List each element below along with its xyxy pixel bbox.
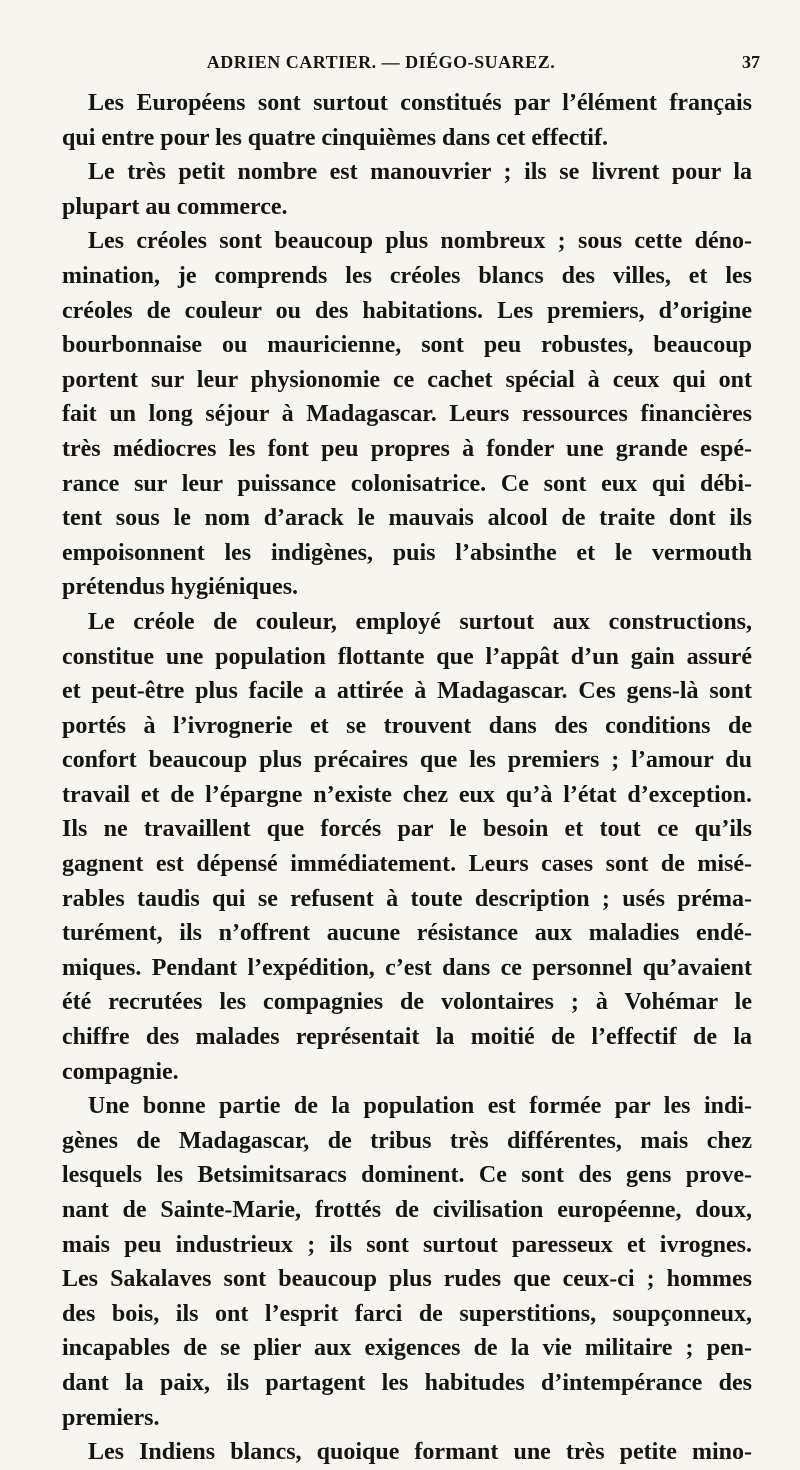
page-body [62, 86, 752, 1470]
text-line: chiffre des malades représentait la moitié de l’effectif de la [62, 1024, 752, 1051]
text-line: lesquels les Betsimitsaracs dominent. Ce sont des gens prove- [62, 1162, 752, 1189]
page-header [62, 52, 760, 82]
text-line: Ils ne travaillent que forcés par le besoin et tout ce qu’ils [62, 816, 752, 843]
text-line: confort beaucoup plus précaires que les premiers ; l’amour du [62, 747, 752, 774]
text-line: été recrutées les compagnies de volontaires ; à Vohémar le [62, 989, 752, 1016]
text-line: rables taudis qui se refusent à toute description ; usés préma- [62, 885, 752, 912]
text-line: qui entre pour les quatre cinquièmes dans cet effectif. [62, 124, 608, 151]
text-line: incapables de se plier aux exigences de la vie militaire ; pen- [62, 1335, 752, 1362]
text-line: plupart au commerce. [62, 193, 288, 220]
text-line: Une bonne partie de la population est formée par les indi- [88, 1093, 752, 1120]
text-line: mais peu industrieux ; ils sont surtout paresseux et ivrognes. [62, 1231, 752, 1258]
text-line: nant de Sainte-Marie, frottés de civilisation européenne, doux, [62, 1197, 752, 1223]
text-line: fait un long séjour à Madagascar. Leurs ressources financières [62, 401, 752, 428]
text-line: très médiocres les font peu propres à fonder une grande espé- [62, 435, 752, 462]
text-line: Le créole de couleur, employé surtout aux constructions, [88, 608, 752, 635]
text-line: prétendus hygiéniques. [62, 574, 299, 601]
text-line: gagnent est dépensé immédiatement. Leurs cases sont de misé- [62, 851, 752, 878]
text-line: miques. Pendant l’expédition, c’est dans ce personnel qu’avaient [62, 954, 752, 981]
text-line: compagnie. [62, 1058, 179, 1085]
text-line: Les Indiens blancs, quoique formant une très petite mino- [88, 1439, 752, 1466]
text-line: Le très petit nombre est manouvrier ; ils se livrent pour la [88, 159, 752, 186]
text-line: turément, ils n’offrent aucune résistance aux maladies endé- [62, 920, 752, 947]
page-number: 37 [742, 52, 760, 72]
text-line: constitue une population flottante que l’appât d’un gain assuré [62, 643, 752, 670]
text-line: créoles de couleur ou des habitations. Les premiers, d’origine [62, 297, 752, 324]
text-line: et peut-être plus facile a attirée à Madagascar. Ces gens-là sont [62, 678, 752, 705]
text-line: Les créoles sont beaucoup plus nombreux ; sous cette déno- [88, 228, 752, 255]
text-line: mination, je comprends les créoles blancs des villes, et les [62, 262, 752, 289]
text-line: premiers. [62, 1404, 160, 1431]
text-line: des bois, ils ont l’esprit farci de superstitions, soupçonneux, [62, 1300, 752, 1327]
text-line: Les Européens sont surtout constitués par l’élément français [88, 90, 752, 116]
text-line: travail et de l’épargne n’existe chez eux qu’à l’état d’exception. [62, 781, 752, 808]
text-line: dant la paix, ils partagent les habitudes d’intempérance des [62, 1369, 752, 1396]
text-line: Les Sakalaves sont beaucoup plus rudes que ceux-ci ; hommes [62, 1266, 752, 1293]
text-line: tent sous le nom d’arack le mauvais alcool de traite dont ils [62, 505, 752, 532]
text-line: portent sur leur physionomie ce cachet spécial à ceux qui ont [62, 366, 752, 393]
text-line: gènes de Madagascar, de tribus très différentes, mais chez [62, 1127, 752, 1154]
running-head: ADRIEN CARTIER. — DIÉGO-SUAREZ. [206, 52, 556, 72]
text-line: portés à l’ivrognerie et se trouvent dans des conditions de [62, 712, 752, 739]
text-line: rance sur leur puissance colonisatrice. Ce sont eux qui débi- [62, 470, 752, 497]
text-line: empoisonnent les indigènes, puis l’absinthe et le vermouth [62, 539, 752, 566]
text-line: bourbonnaise ou mauricienne, sont peu robustes, beaucoup [62, 332, 752, 359]
